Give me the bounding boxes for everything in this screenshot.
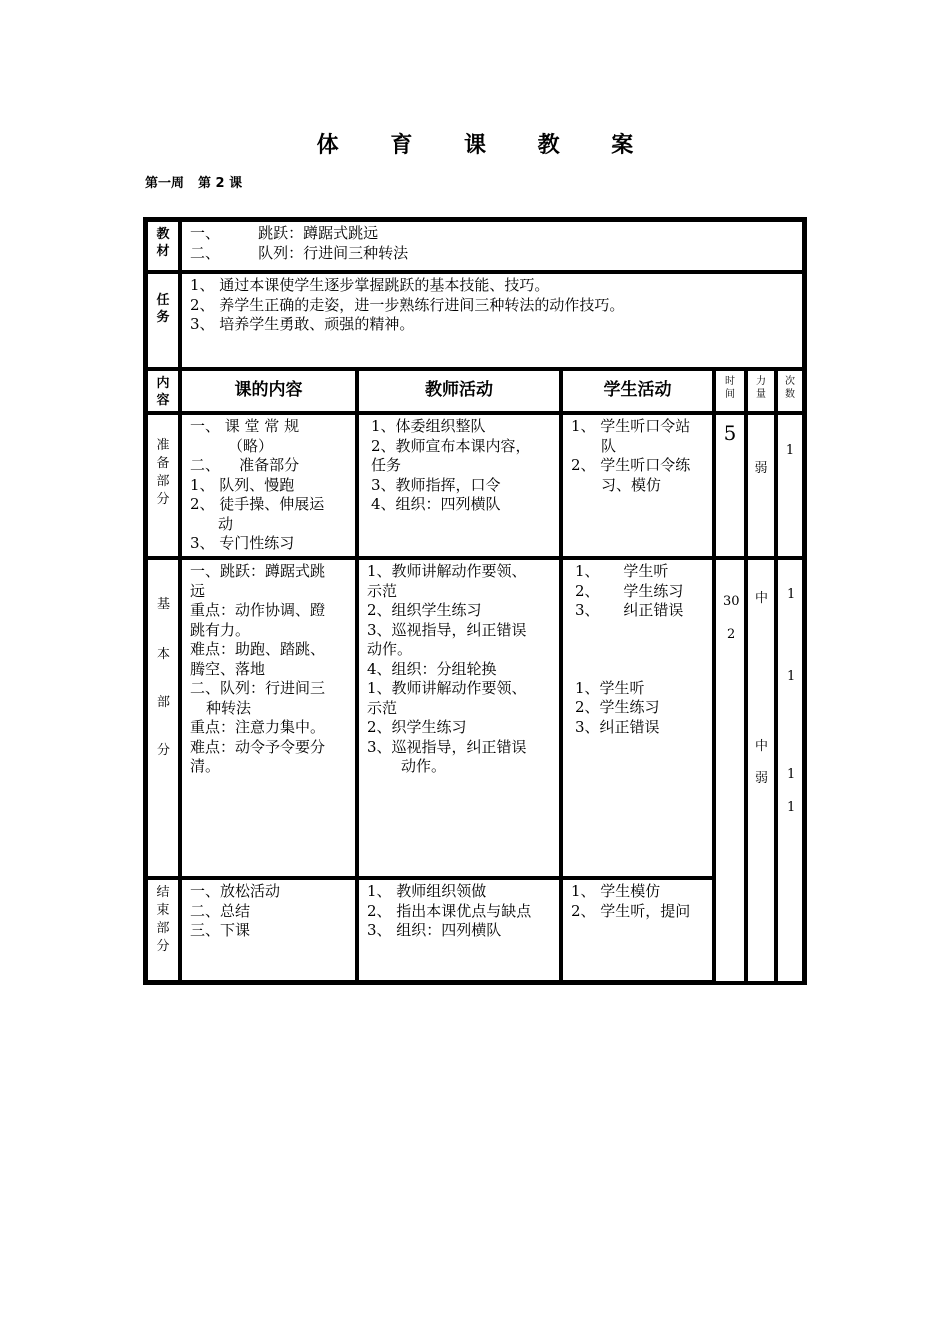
prep-student: 1、 学生听口令站 队 2、 学生听口令练 习、模仿 — [561, 413, 714, 558]
basic-student: 1、 学生听 2、 学生练习 3、 纠正错误 1、学生听 2、学生练习 3、纠正错误 — [561, 558, 714, 878]
end-section-label: 结 束 部 分 — [146, 878, 180, 982]
prep-content: 一、 课 堂 常 规 （略） 二、 准备部分 1、 队列、慢跑 2、 徒手操、伸展运 动 3、 专门性练习 — [180, 413, 357, 558]
basic-time: 30 2 — [714, 558, 746, 983]
lesson-content-header: 课的内容 — [180, 369, 357, 413]
prep-intensity: 弱 — [746, 413, 776, 558]
materials-content — [180, 220, 804, 272]
student-activity-header: 学生活动 — [561, 369, 714, 413]
prep-teacher: 1、体委组织整队 2、教师宣布本课内容， 任务 3、教师指挥，口令 4、组织：四列横队 — [357, 413, 561, 558]
content-header-label: 内 容 — [146, 369, 180, 413]
materials-line-1: 一、 跳跃：蹲踞式跳远 — [190, 224, 379, 242]
basic-section-label: 基 本 部 分 — [146, 558, 180, 878]
materials-line-2: 二、 队列：行进间三种转法 — [190, 243, 409, 262]
prep-time: 5 — [714, 413, 746, 558]
tasks-line-3: 3、 培养学生勇敢、顽强的精神。 — [190, 315, 415, 333]
basic-intensity: 中 中 弱 — [746, 558, 776, 983]
tasks-label: 任 务 — [146, 272, 180, 369]
tasks-line-2: 2、 养学生正确的走姿，进一步熟练行进间三种转法的动作技巧。 — [190, 295, 625, 314]
end-teacher: 1、 教师组织领做 2、 指出本课优点与缺点 3、 组织：四列横队 — [357, 878, 561, 982]
week-label: 第一周 — [145, 176, 185, 191]
basic-teacher: 1、教师讲解动作要领、 示范 2、组织学生练习 3、巡视指导，纠正错误 动作。 4、组织：分组轮换 1、教师讲解动作要领、 示范 2、织学生练习 3、巡视指导，纠正错误 动作。 — [357, 558, 561, 878]
basic-content: 一、跳跃：蹲踞式跳 远 重点：动作协调、蹬 跳有力。 难点：助跑、踏跳、 腾空、落地 二、队列：行进间三 种转法 重点：注意力集中。 难点：动令予令要分 清。 — [180, 558, 357, 878]
materials-label: 教 材 — [146, 220, 180, 272]
week-lesson-line — [145, 172, 256, 191]
end-content: 一、放松活动 二、总结 三、下课 — [180, 878, 357, 982]
lesson-label: 第 2 课 — [198, 176, 243, 191]
prep-count: 1 — [776, 413, 804, 558]
count-header: 次 数 — [776, 369, 804, 413]
page-title: 体 育 课 教 案 — [316, 132, 656, 158]
intensity-header: 力 量 — [746, 369, 776, 413]
teacher-activity-header: 教师活动 — [357, 369, 561, 413]
tasks-content — [180, 272, 804, 369]
time-header: 时 间 — [714, 369, 746, 413]
prep-section-label: 准 备 部 分 — [146, 413, 180, 558]
basic-count: 1 1 1 1 — [776, 558, 804, 983]
tasks-line-1: 1、 通过本课使学生逐步掌握跳跃的基本技能、技巧。 — [190, 276, 550, 294]
end-student: 1、 学生模仿 2、 学生听，提问 — [561, 878, 714, 982]
